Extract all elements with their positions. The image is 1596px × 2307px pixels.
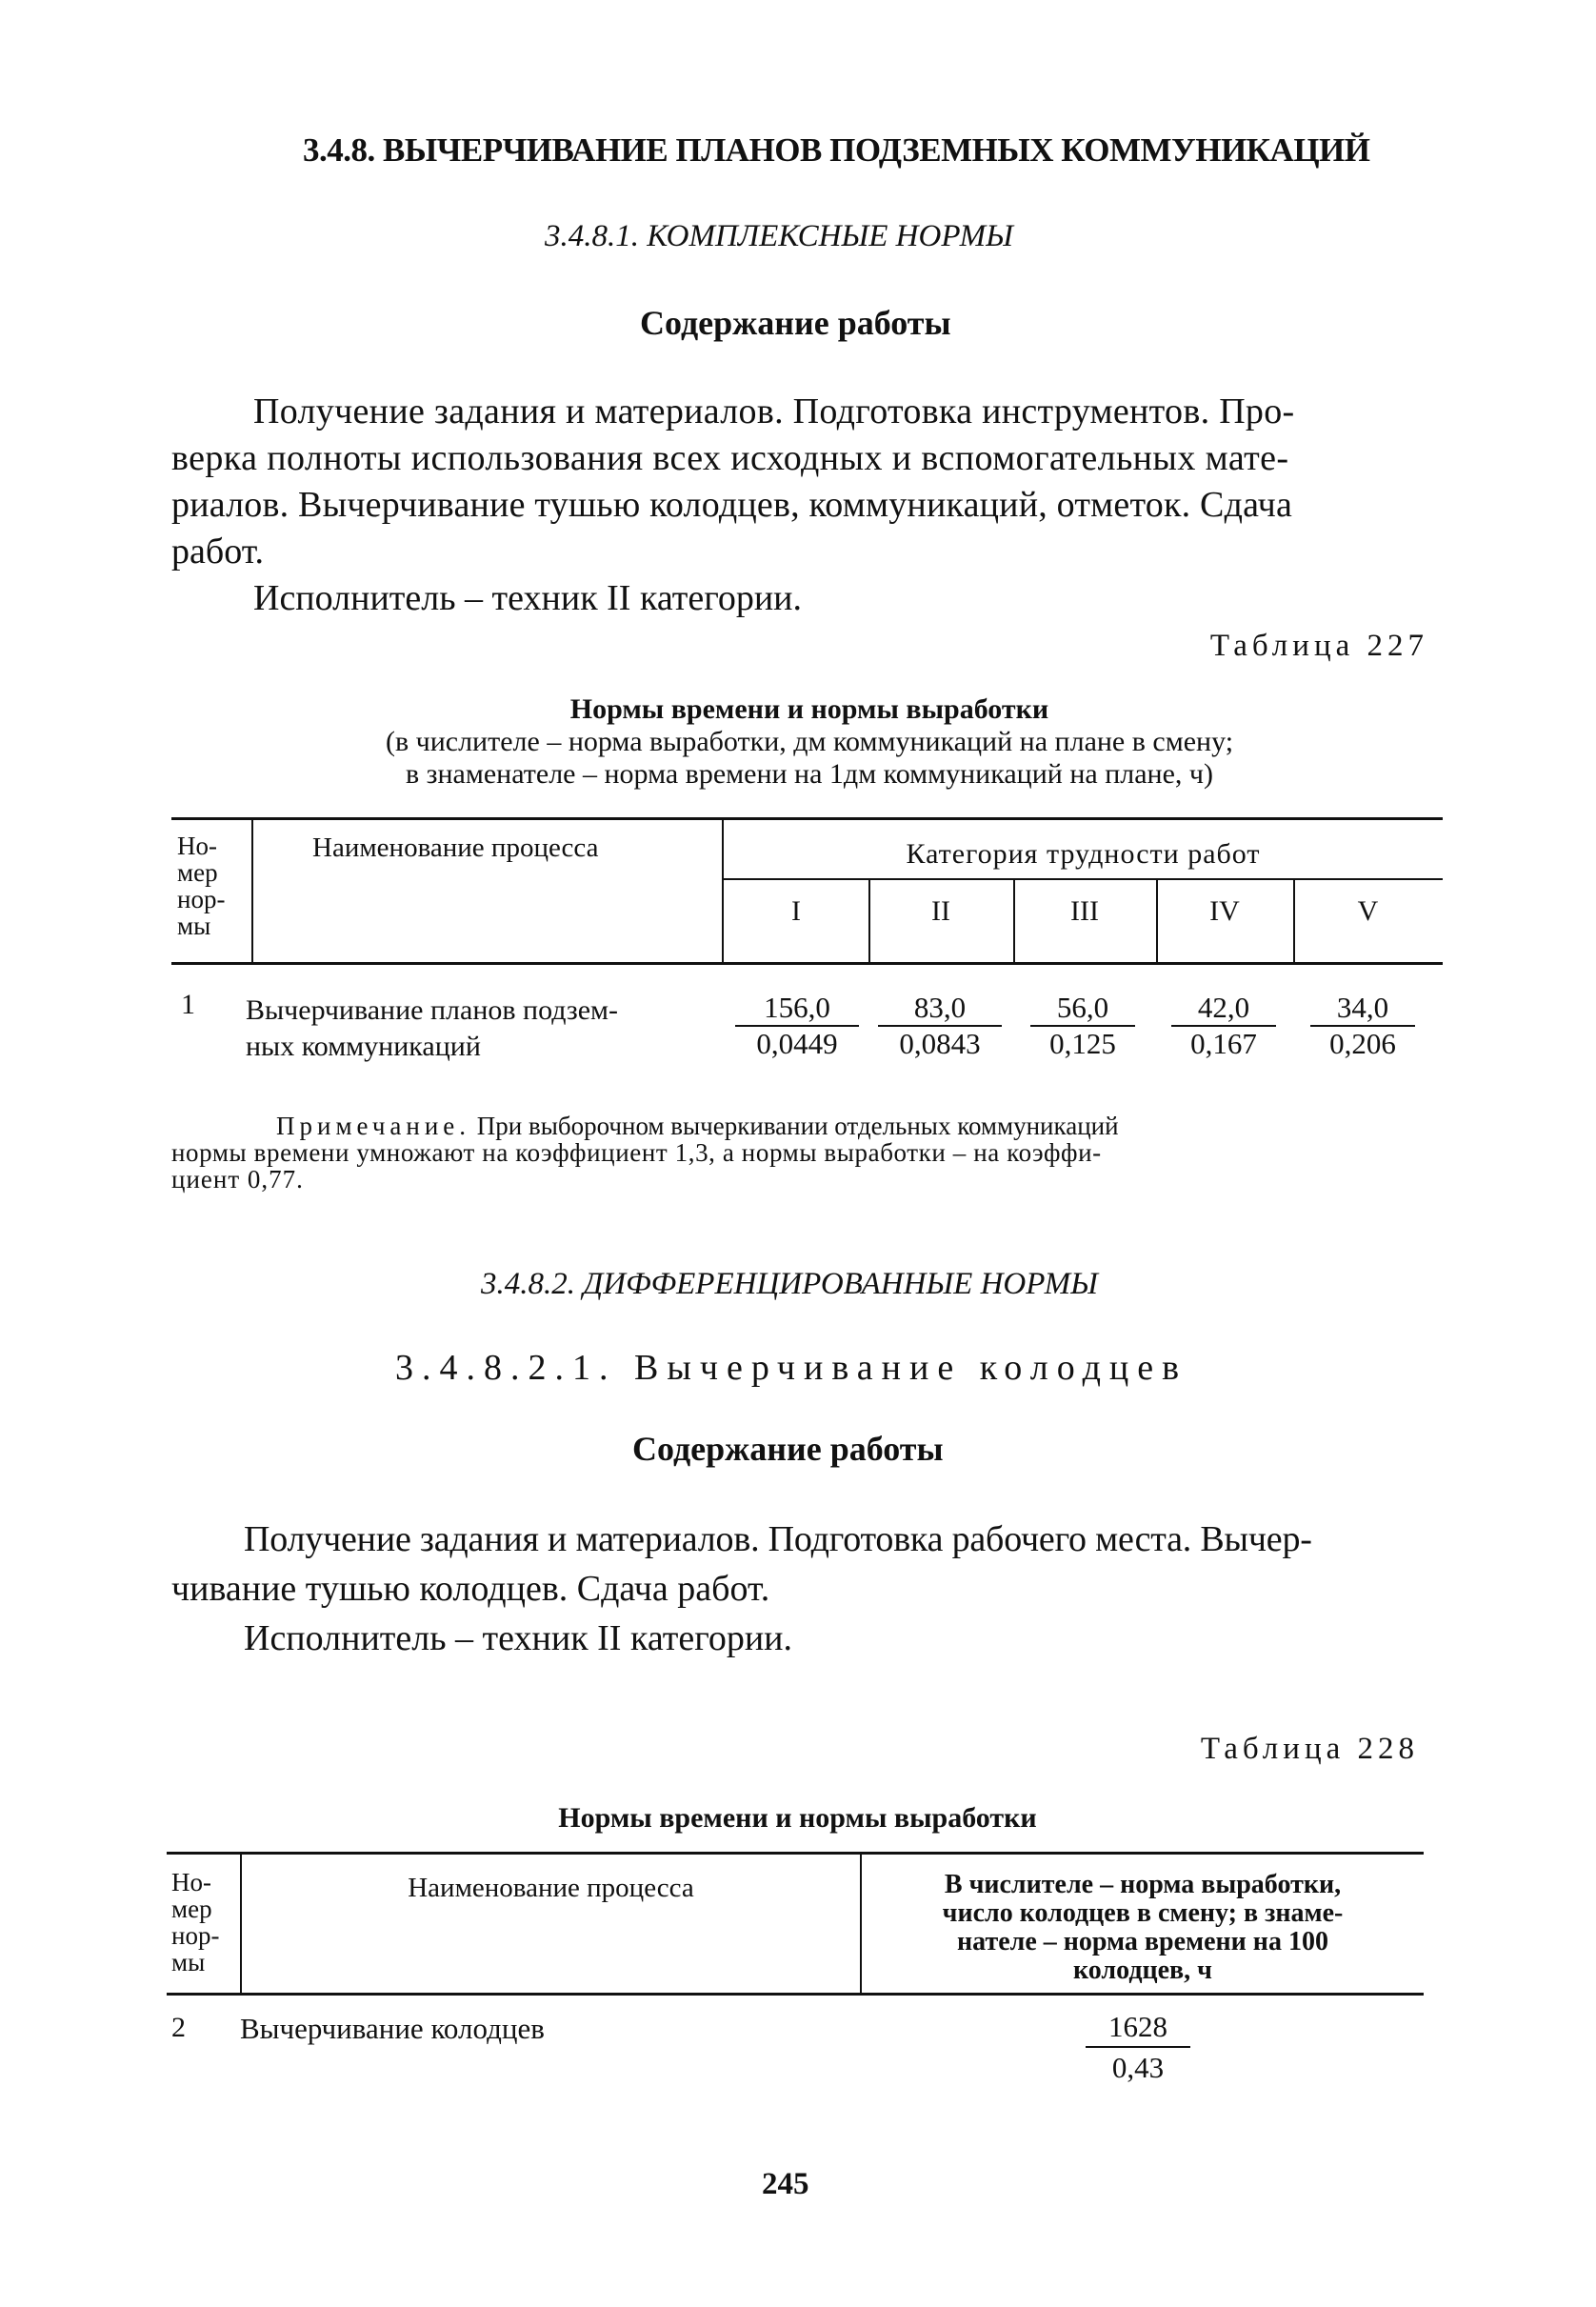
- numerator: 1628: [1086, 2008, 1190, 2048]
- section-title: 3.4.8. ВЫЧЕРЧИВАНИЕ ПЛАНОВ ПОДЗЕМНЫХ КОММУНИКАЦИЙ: [303, 131, 1370, 169]
- table-label-228: Таблица 228: [1200, 1732, 1419, 1766]
- numerator: 42,0: [1171, 991, 1276, 1027]
- executor-line: Исполнитель – техник II категории.: [253, 578, 803, 618]
- table-227-col-category-header: Категория трудности работ: [906, 838, 1261, 870]
- table-228-row-process: Вычерчивание колодцев: [240, 2012, 545, 2045]
- denominator: 0,43: [1111, 2051, 1165, 2084]
- category-III: III: [1070, 895, 1099, 927]
- category-V: V: [1357, 895, 1379, 927]
- process-line: Вычерчивание планов подзем-: [246, 994, 618, 1026]
- table-227-col-process-header: Наименование процесса: [312, 833, 599, 863]
- header-text: Но-: [177, 832, 217, 860]
- header-text: мер: [177, 858, 218, 887]
- table-227-divider: [251, 817, 253, 962]
- table-227-row-process: [246, 993, 618, 1065]
- table-227-value-II: [878, 991, 1002, 1061]
- header-text: колодцев, ч: [1073, 1956, 1212, 1985]
- paragraph-work-content-1: [171, 389, 1438, 622]
- table-label-227: Таблица 227: [1209, 629, 1428, 663]
- numerator: 156,0: [735, 991, 859, 1027]
- denominator: 0,0449: [756, 1027, 838, 1060]
- denominator: 0,0843: [899, 1027, 981, 1060]
- paragraph-line: риалов. Вычерчивание тушью колодцев, коммуникаций, отметок. Сдача: [171, 485, 1293, 525]
- table-227-top-rule: [171, 817, 1443, 820]
- table-caption-title: Нормы времени и нормы выработки: [569, 693, 1049, 725]
- denominator: 0,206: [1329, 1027, 1396, 1060]
- table-227-row-number: 1: [181, 989, 195, 1020]
- table-227-value-III: [1030, 991, 1135, 1061]
- table-228-col-number-header: [171, 1869, 219, 1976]
- header-text: нор-: [177, 885, 226, 913]
- paragraph-line: Получение задания и материалов. Подготовка инструментов. Про-: [253, 391, 1295, 431]
- header-text: нателе – норма времени на 100: [957, 1927, 1328, 1956]
- header-text: мы: [177, 912, 211, 940]
- table-228-header-bottom-rule: [167, 1993, 1424, 1996]
- table-228-value: [1086, 2008, 1190, 2088]
- category-II: II: [931, 895, 950, 927]
- table-227-value-I: [735, 991, 859, 1061]
- note-line: При выборочном вычеркивании отдельных коммуникаций: [470, 1112, 1119, 1140]
- header-text: нор-: [171, 1921, 220, 1950]
- denominator: 0,125: [1049, 1027, 1116, 1060]
- table-227-category-rule: [724, 878, 1443, 880]
- numerator: 56,0: [1030, 991, 1135, 1027]
- table-caption-line: (в числителе – норма выработки, дм коммуникаций на плане в смену;: [385, 726, 1234, 757]
- header-text: Но-: [171, 1868, 211, 1896]
- note-line: циент 0,77.: [171, 1165, 304, 1194]
- table-227-value-V: [1310, 991, 1415, 1061]
- content-heading-1: Содержание работы: [640, 304, 951, 342]
- table-227-note: [171, 1113, 1443, 1193]
- table-caption-227: [171, 693, 1447, 791]
- table-227-col-number-header: [177, 833, 225, 939]
- paragraph-line: верка полноты использования всех исходных и вспомогательных мате-: [171, 438, 1289, 478]
- paragraph-work-content-2: [171, 1515, 1438, 1663]
- denominator: 0,167: [1190, 1027, 1257, 1060]
- paragraph-line: чивание тушью колодцев. Сдача работ.: [171, 1569, 770, 1609]
- category-I: I: [791, 895, 801, 927]
- table-228-col-process-header: Наименование процесса: [408, 1873, 694, 1903]
- table-228-col-value-header: [862, 1871, 1424, 1985]
- header-text: мер: [171, 1895, 212, 1923]
- header-text: число колодцев в смену; в знаме-: [942, 1898, 1344, 1928]
- content-heading-2: Содержание работы: [632, 1430, 944, 1468]
- page-number: 245: [762, 2167, 809, 2201]
- process-line: ных коммуникаций: [246, 1031, 481, 1062]
- paragraph-line: работ.: [171, 532, 264, 572]
- subsection-title-complex-norms: 3.4.8.1. КОМПЛЕКСНЫЕ НОРМЫ: [545, 219, 1013, 253]
- table-caption-line: в знаменателе – норма времени на 1дм коммуникаций на плане, ч): [405, 758, 1213, 790]
- table-caption-228: Нормы времени и нормы выработки: [558, 1802, 1037, 1834]
- note-prefix: Примечание.: [276, 1112, 471, 1140]
- note-line: нормы времени умножают на коэффициент 1,3, а нормы выработки – на коэффи-: [171, 1138, 1102, 1167]
- subsection-title-differentiated-norms: 3.4.8.2. ДИФФЕРЕНЦИРОВАННЫЕ НОРМЫ: [481, 1267, 1098, 1301]
- category-IV: IV: [1209, 895, 1240, 927]
- numerator: 34,0: [1310, 991, 1415, 1027]
- table-228-top-rule: [167, 1852, 1424, 1855]
- table-227-header-bottom-rule: [171, 962, 1443, 965]
- header-text: В числителе – норма выработки,: [944, 1870, 1342, 1899]
- item-title-wells: 3.4.8.2.1. Вычерчивание колодцев: [395, 1348, 1188, 1388]
- table-228-row-number: 2: [171, 2012, 186, 2043]
- executor-line: Исполнитель – техник II категории.: [244, 1618, 793, 1658]
- numerator: 83,0: [878, 991, 1002, 1027]
- header-text: мы: [171, 1948, 206, 1976]
- table-227-value-IV: [1171, 991, 1276, 1061]
- paragraph-line: Получение задания и материалов. Подготовка рабочего места. Вычер-: [244, 1519, 1312, 1559]
